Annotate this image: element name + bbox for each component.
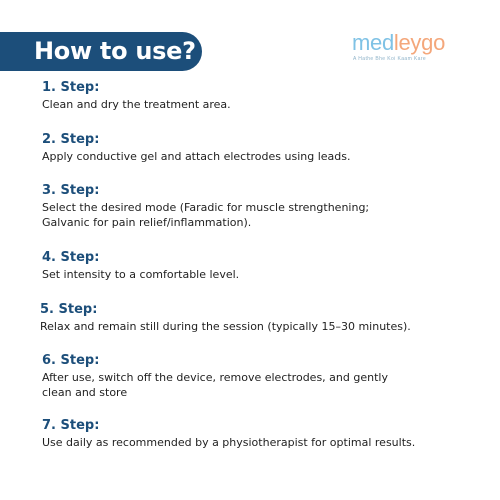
step-description-line: Galvanic for pain relief/inflammation). — [42, 216, 252, 229]
step-2 — [42, 132, 492, 164]
step-description — [42, 370, 492, 400]
step-description-line: clean and store — [42, 386, 128, 399]
brand-logo — [352, 31, 482, 67]
step-6 — [42, 353, 492, 400]
step-4 — [42, 250, 492, 282]
page-title: How to use? — [34, 37, 196, 65]
step-description: Apply conductive gel and attach electrodes using leads. — [42, 150, 351, 163]
step-title: 3. Step: — [42, 183, 100, 198]
step-1 — [42, 80, 492, 112]
step-title: 2. Step: — [42, 132, 100, 147]
step-description — [42, 200, 492, 230]
logo-part-med: med — [352, 30, 394, 55]
step-description: Set intensity to a comfortable level. — [42, 268, 240, 281]
logo-wordmark — [352, 31, 445, 55]
step-3 — [42, 183, 492, 230]
step-title: 4. Step: — [42, 250, 100, 265]
step-7 — [42, 418, 492, 450]
step-5 — [40, 302, 490, 334]
step-description-line: After use, switch off the device, remove electrodes, and gently — [42, 371, 388, 384]
step-description: Relax and remain still during the session (typically 15–30 minutes). — [40, 320, 411, 333]
step-title: 7. Step: — [42, 418, 100, 433]
logo-part-go: go — [421, 30, 446, 55]
logo-part-ley: ley — [393, 30, 422, 55]
step-title: 5. Step: — [40, 302, 98, 317]
step-title: 6. Step: — [42, 353, 100, 368]
logo-tagline: A Hathe Bhe Koi Kaam Kare — [353, 56, 427, 62]
step-title: 1. Step: — [42, 80, 100, 95]
step-description: Clean and dry the treatment area. — [42, 98, 231, 111]
step-description: Use daily as recommended by a physiotherapist for optimal results. — [42, 436, 416, 449]
step-description-line: Select the desired mode (Faradic for muscle strengthening; — [42, 201, 370, 214]
